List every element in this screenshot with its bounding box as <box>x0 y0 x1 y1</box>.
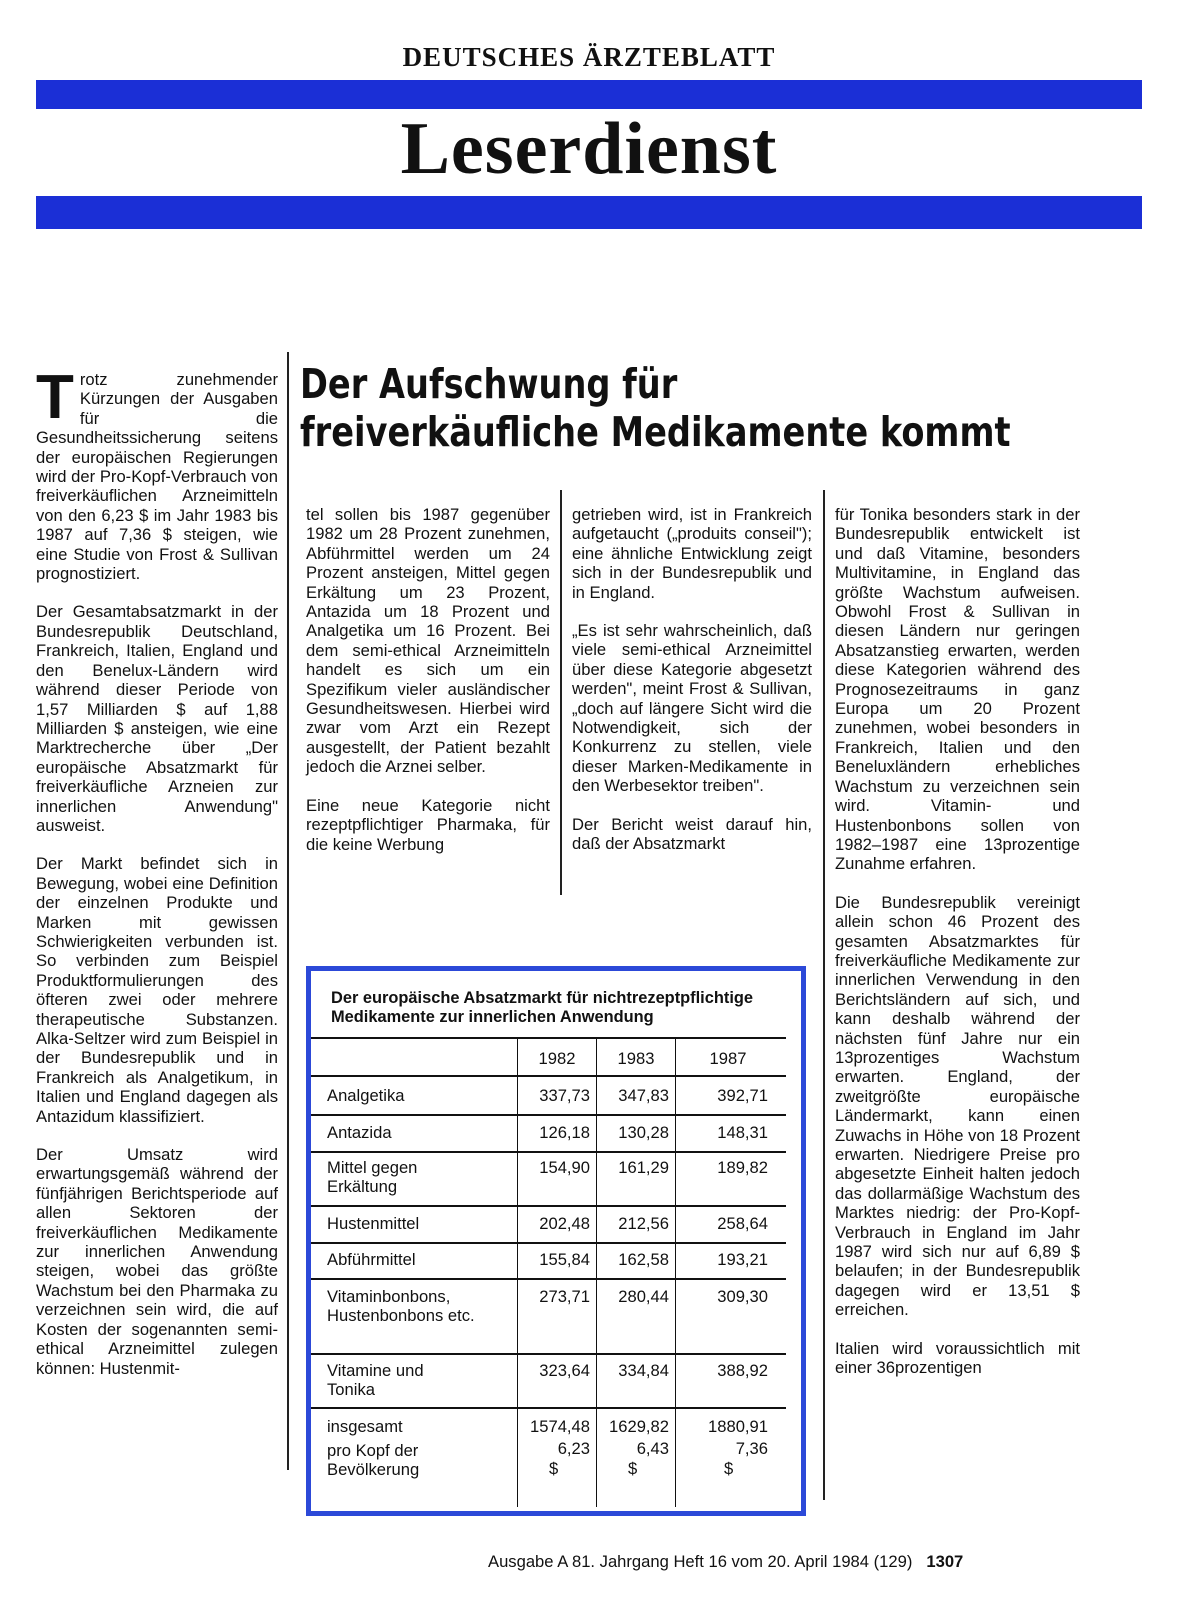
market-table <box>306 966 806 1516</box>
paragraph-text: rotz zunehmender Kürzungen der Ausgaben für die Gesundheitssicherung seitens der europäischen Regierungen wird der Pro-Kopf-Verbrauch von freiverkäuflichen Arzneimitteln von den 6,23 $ im Jahr 1983 bis 1987 auf 7,36 $ steigen, wie eine Studie von Frost & Sullivan prognostiziert. <box>36 370 278 584</box>
cell-value: 202,48 <box>539 1214 590 1233</box>
cell-value: 258,64 <box>717 1214 768 1233</box>
cell-value: 273,71 <box>539 1287 590 1306</box>
paragraph: Der Umsatz wird erwartungsgemäß während der fünfjährigen Berichtsperiode auf allen Sektoren der freiverkäuflichen Medikamente zur innerlichen Anwendung steigen, wobei das größte Wachstum bei den Pharmaka zu verzeichnen sein wird, die auf Kosten der sogenannten semi-ethical Arzneimittel zulegen können: Hustenmit- <box>36 1145 278 1378</box>
column-4 <box>835 505 1080 1396</box>
column-1 <box>36 363 278 1397</box>
cell-value: 155,84 <box>539 1250 590 1269</box>
cell-value: 347,83 <box>618 1086 669 1105</box>
row-label: Analgetika <box>327 1086 405 1105</box>
total-label: insgesamt <box>327 1417 403 1436</box>
currency-symbol: $ <box>628 1459 638 1478</box>
cell-value: 193,21 <box>717 1250 768 1269</box>
paragraph: Die Bundesrepublik vereinigt allein schon 46 Prozent des gesamten Absatzmarktes für freiverkäufliche Medikamente zur innerlichen Verwendung in den Berichtsländern auf sich, und kann deshalb während der nächsten fünf Jahre nur ein 13prozentiges Wachstum erwarten. England, der zweitgrößte europäische Ländermarkt, kann einen Zuwachs in Höhe von 18 Prozent erwarten. Niedrigere Preise pro abgesetzte Einheit halten jedoch das dollarmäßige Wachstum des Marktes niedrig: der Pro-Kopf-Verbrauch in England im Jahr 1987 wird sich nur auf 6,89 $ belaufen; in der Bundesrepublik dagegen wird er 13,51 $ erreichen. <box>835 892 1080 1320</box>
table-rule <box>311 1037 786 1039</box>
row-label: Abführmittel <box>327 1250 416 1269</box>
table-rule <box>311 1278 786 1280</box>
paragraph: Italien wird voraussichtlich mit einer 36prozentigen <box>835 1338 1080 1378</box>
cell-value: 280,44 <box>618 1287 669 1306</box>
paragraph: Eine neue Kategorie nicht rezeptpflichtiger Pharmaka, für die keine Werbung <box>306 795 550 854</box>
paragraph: „Es ist sehr wahrscheinlich, daß viele semi-ethical Arzneimittel über diese Kategorie abgesetzt werden", meint Frost & Sullivan, „doch auf längere Sicht wird die Notwendigkeit, sich der Konkurrenz zu stellen, viele dieser Marken-Medikamente in den Werbesektor treiben". <box>572 621 812 796</box>
cell-value: 309,30 <box>717 1287 768 1306</box>
cell-value: 334,84 <box>618 1361 669 1380</box>
currency-symbol: $ <box>549 1459 559 1478</box>
currency-symbol: $ <box>724 1459 734 1478</box>
table-header-year: 1982 <box>538 1049 576 1068</box>
table-column-line <box>675 1037 676 1507</box>
cell-value: 388,92 <box>717 1361 768 1380</box>
cell-value: 126,18 <box>539 1123 590 1142</box>
total-value: 1880,91 <box>708 1417 768 1436</box>
table-rule <box>311 1205 786 1207</box>
per-capita-value: 6,43 <box>636 1439 669 1458</box>
bottom-blue-bar <box>36 196 1142 229</box>
column-divider <box>823 490 825 1500</box>
table-column-line <box>596 1037 597 1507</box>
paragraph: Der Bericht weist darauf hin, daß der Absatzmarkt <box>572 814 812 854</box>
table-rule <box>311 1407 786 1409</box>
page-number: 1307 <box>926 1552 964 1571</box>
paragraph: Der Markt befindet sich in Bewegung, wobei eine Definition der einzelnen Produkte und Marken mit gewissen Schwierigkeiten verbunden ist. So verbinden zum Beispiel Produktformulierungen des öfteren zwei oder mehrere therapeutische Substanzen. Alka-Seltzer wird zum Beispiel in der Bundesrepublik und in Frankreich als Analgetikum, in Italien und England dagegen als Antazidum klassifiziert. <box>36 854 278 1126</box>
table-rule <box>311 1151 786 1153</box>
row-label: Antazida <box>327 1123 392 1142</box>
page-footer <box>488 1552 963 1572</box>
cell-value: 154,90 <box>539 1158 590 1177</box>
row-label: Vitamine und Tonika <box>327 1361 424 1400</box>
per-capita-value: 7,36 <box>735 1439 768 1458</box>
section-title: Leserdienst <box>400 108 778 190</box>
paragraph: Der Gesamtabsatzmarkt in der Bundesrepublik Deutschland, Frankreich, Italien, England und den Benelux-Ländern wird während dieser Periode von 1,57 Milliarden $ auf 1,88 Milliarden $ ansteigen, wie eine Marktrecherche über „Der europäische Absatzmarkt für freiverkäufliche Arzneien zur innerlichen Anwendung" ausweist. <box>36 602 278 835</box>
issue-info: Ausgabe A 81. Jahrgang Heft 16 vom 20. April 1984 (129) <box>488 1552 913 1571</box>
column-3 <box>572 505 812 873</box>
masthead: DEUTSCHES ÄRZTEBLATT <box>402 42 776 72</box>
table-rule <box>311 1353 786 1355</box>
cell-value: 130,28 <box>618 1123 669 1142</box>
column-divider <box>560 490 562 895</box>
paragraph: tel sollen bis 1987 gegenüber 1982 um 28 Prozent zunehmen, Abführmittel werden um 24 Prozent ansteigen, Mittel gegen Erkältung um 23 Prozent, Antazida um 18 Prozent und Analgetika um 16 Prozent. Bei dem semi-ethical Arzneimitteln handelt es sich um ein Spezifikum vieler ausländischer Gesundheitswesen. Hierbei wird zwar vom Arzt ein Rezept ausgestellt, der Patient bezahlt jedoch die Arznei selber. <box>306 505 550 777</box>
column-divider <box>287 352 289 1470</box>
cell-value: 323,64 <box>539 1361 590 1380</box>
cell-value: 392,71 <box>717 1086 768 1105</box>
cell-value: 212,56 <box>618 1214 669 1233</box>
table-rule <box>311 1075 786 1077</box>
cell-value: 337,73 <box>539 1086 590 1105</box>
table-column-line <box>517 1037 518 1507</box>
table-title: Der europäische Absatzmarkt für nichtrezeptpflichtige Medikamente zur innerlichen Anwendung <box>331 989 753 1026</box>
table-rule <box>311 1242 786 1244</box>
headline-line-2: freiverkäufliche Medikamente kommt <box>300 408 1011 456</box>
table-header-year: 1983 <box>617 1049 655 1068</box>
per-capita-value: 6,23 <box>557 1439 590 1458</box>
cell-value: 189,82 <box>717 1158 768 1177</box>
cell-value: 161,29 <box>618 1158 669 1177</box>
cell-value: 162,58 <box>618 1250 669 1269</box>
row-label: Vitaminbonbons, Hustenbonbons etc. <box>327 1287 475 1326</box>
table-rule <box>311 1114 786 1116</box>
total-value: 1629,82 <box>609 1417 669 1436</box>
paragraph: für Tonika besonders stark in der Bundesrepublik entwickelt ist und daß Vitamine, besonders Multivitamine, in England das größte Wachstum aufweisen. Obwohl Frost & Sullivan in diesen Ländern nur geringen Absatzanstieg erwarten, werden diese Kategorien während des Prognosezeitraums in ganz Europa um 20 Prozent zunehmen, wobei besonders in Frankreich, Italien und den Beneluxländern erhebliches Wachstum zu verzeichnen sein wird. Vitamin- und Hustenbonbons sollen von 1982–1987 eine 13prozentige Zunahme erfahren. <box>835 505 1080 874</box>
cell-value: 148,31 <box>717 1123 768 1142</box>
row-label: Mittel gegen Erkältung <box>327 1158 418 1197</box>
row-label: Hustenmittel <box>327 1214 420 1233</box>
table-header-year: 1987 <box>709 1049 747 1068</box>
paragraph: getrieben wird, ist in Frankreich aufgetaucht („produits conseil"); eine ähnliche Entwicklung zeigt sich in der Bundesrepublik und in England. <box>572 505 812 602</box>
column-2 <box>306 505 550 873</box>
headline-line-1: Der Aufschwung für <box>300 360 678 408</box>
total-value: 1574,48 <box>530 1417 590 1436</box>
per-capita-label: pro Kopf der Bevölkerung <box>327 1441 420 1480</box>
article-headline <box>300 360 1011 456</box>
drop-cap: T <box>36 363 74 432</box>
paragraph <box>36 363 278 584</box>
